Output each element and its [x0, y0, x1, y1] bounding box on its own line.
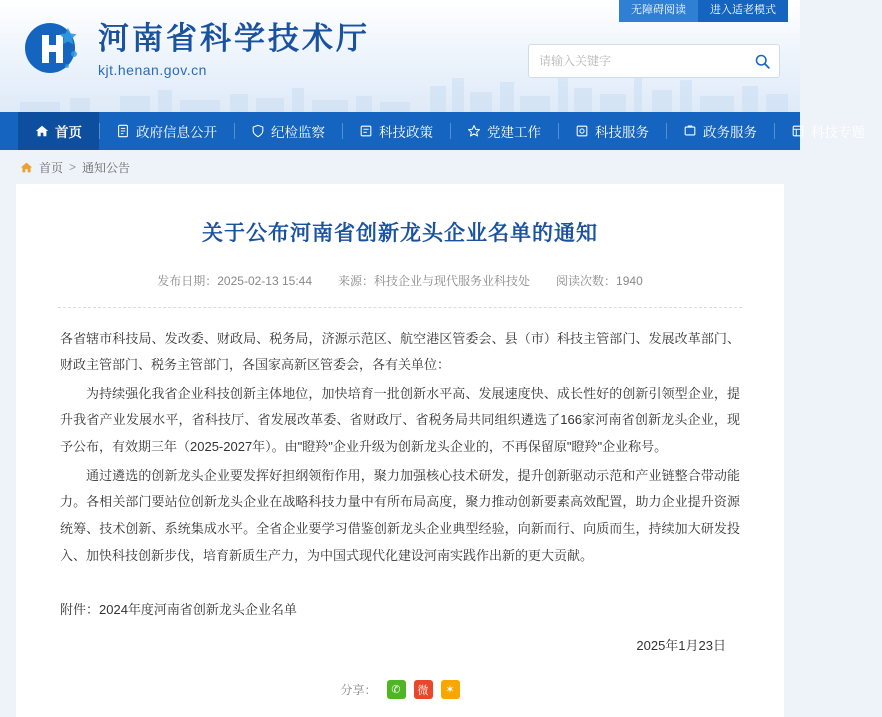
weibo-share-icon[interactable]: 微: [414, 680, 433, 699]
article-meta: [16, 272, 784, 289]
share-bar: [16, 680, 784, 717]
breadcrumb-item-home[interactable]: 首页: [39, 160, 64, 175]
search-input[interactable]: [529, 54, 745, 68]
site-logo-area[interactable]: [20, 18, 370, 82]
attachment-row: [16, 571, 784, 623]
nav-item-label: 政府信息公开: [136, 125, 217, 140]
nav-item-label: 科技服务: [595, 125, 649, 140]
search-box[interactable]: [528, 44, 780, 78]
main-navigation: [0, 112, 865, 150]
shield-icon: [251, 124, 265, 138]
qq-share-icon[interactable]: ✶: [441, 680, 460, 699]
affairs-icon: [683, 124, 697, 138]
publish-date-label: 发布日期：: [157, 273, 218, 288]
site-logo-text: [98, 22, 370, 78]
source-label: 来源：: [338, 273, 375, 288]
attachment-label: 附件：: [60, 602, 100, 618]
accessible-reading-button[interactable]: 无障碍阅读: [619, 0, 698, 22]
document-icon: [116, 124, 130, 138]
breadcrumb-separator: >: [69, 160, 77, 174]
nav-item-label: 政务服务: [703, 125, 757, 140]
search-button[interactable]: [745, 46, 779, 76]
view-count: [556, 272, 643, 289]
nav-item-topics[interactable]: [774, 112, 882, 150]
attachment-link[interactable]: 2024年度河南省创新龙头企业名单: [99, 602, 297, 618]
page-title: 关于公布河南省创新龙头企业名单的通知: [202, 221, 598, 245]
publish-date: [157, 272, 312, 289]
nav-item-gov-service[interactable]: [666, 112, 774, 150]
source-value: 科技企业与现代服务业科技处: [374, 273, 531, 288]
nav-item-label: 科技专题: [811, 125, 865, 140]
nav-item-label: 党建工作: [487, 125, 541, 140]
henan-kjt-logo-icon: [20, 18, 84, 82]
site-domain: kjt.henan.gov.cn: [98, 61, 207, 78]
home-icon: [20, 161, 33, 174]
nav-item-policy[interactable]: [342, 112, 450, 150]
views-value: 1940: [616, 273, 643, 288]
article-source: [338, 272, 530, 289]
policy-icon: [359, 124, 373, 138]
nav-item-party[interactable]: [450, 112, 558, 150]
nav-item-label: 纪检监察: [271, 125, 325, 140]
breadcrumb: [0, 150, 800, 184]
nav-item-label: 首页: [55, 125, 82, 140]
publish-date-value: 2025-02-13 15:44: [217, 273, 312, 288]
site-header: [0, 0, 800, 112]
topic-icon: [791, 124, 805, 138]
nav-item-home[interactable]: [18, 112, 99, 150]
nav-item-gov-info[interactable]: [99, 112, 234, 150]
article-paragraph: 为持续强化我省企业科技创新主体地位，加快培育一批创新水平高、发展速度快、成长性好的创新引领型企业，提升我省产业发展水平，省科技厅、省发展改革委、省财政厅、省税务局共同组织遴选了166家河南省创新龙头企业，现予公布，有效期三年（2025-2027年）。由"瞪羚"企业升级为创新龙头企业的，不再保留原"瞪羚"企业称号。: [60, 385, 740, 455]
article-paragraph: 各省辖市科技局、发改委、财政局、税务局，济源示范区、航空港区管委会、县（市）科技主管部门、发展改革部门、财政主管部门、税务主管部门，各国家高新区管委会，各有关单位：: [60, 330, 740, 373]
nav-item-discipline[interactable]: [234, 112, 342, 150]
views-label: 阅读次数：: [556, 273, 617, 288]
share-label: 分享：: [340, 683, 377, 698]
nav-item-label: 科技政策: [379, 125, 433, 140]
service-icon: [575, 124, 589, 138]
star-icon: [467, 124, 481, 138]
elder-mode-button[interactable]: 进入适老模式: [698, 0, 788, 22]
search-icon: [754, 53, 771, 70]
top-utility-bar: [619, 0, 788, 22]
article-card: [16, 184, 784, 717]
sign-date: 2025年1月23日: [636, 638, 726, 654]
site-title: 河南省科学技术厅: [98, 21, 370, 58]
wechat-share-icon[interactable]: ✆: [387, 680, 406, 699]
breadcrumb-item-notice[interactable]: 通知公告: [82, 160, 131, 175]
article-paragraph: 通过遴选的创新龙头企业要发挥好担纲领衔作用，聚力加强核心技术研发，提升创新驱动示范和产业链整合带动能力。各相关部门要站位创新龙头企业在战略科技力量中有所布局高度，聚力推动创新要素高效配置，助力企业提升资源统筹、技术创新、系统集成水平。全省企业要学习借鉴创新龙头企业典型经验，向新而行、向质而生，持续加大研发投入、加快科技创新步伐，培育新质生产力，为中国式现代化建设河南实践作出新的更大贡献。: [60, 467, 740, 563]
home-icon: [35, 124, 49, 138]
article-body: [16, 308, 784, 570]
nav-item-tech-service[interactable]: [558, 112, 666, 150]
